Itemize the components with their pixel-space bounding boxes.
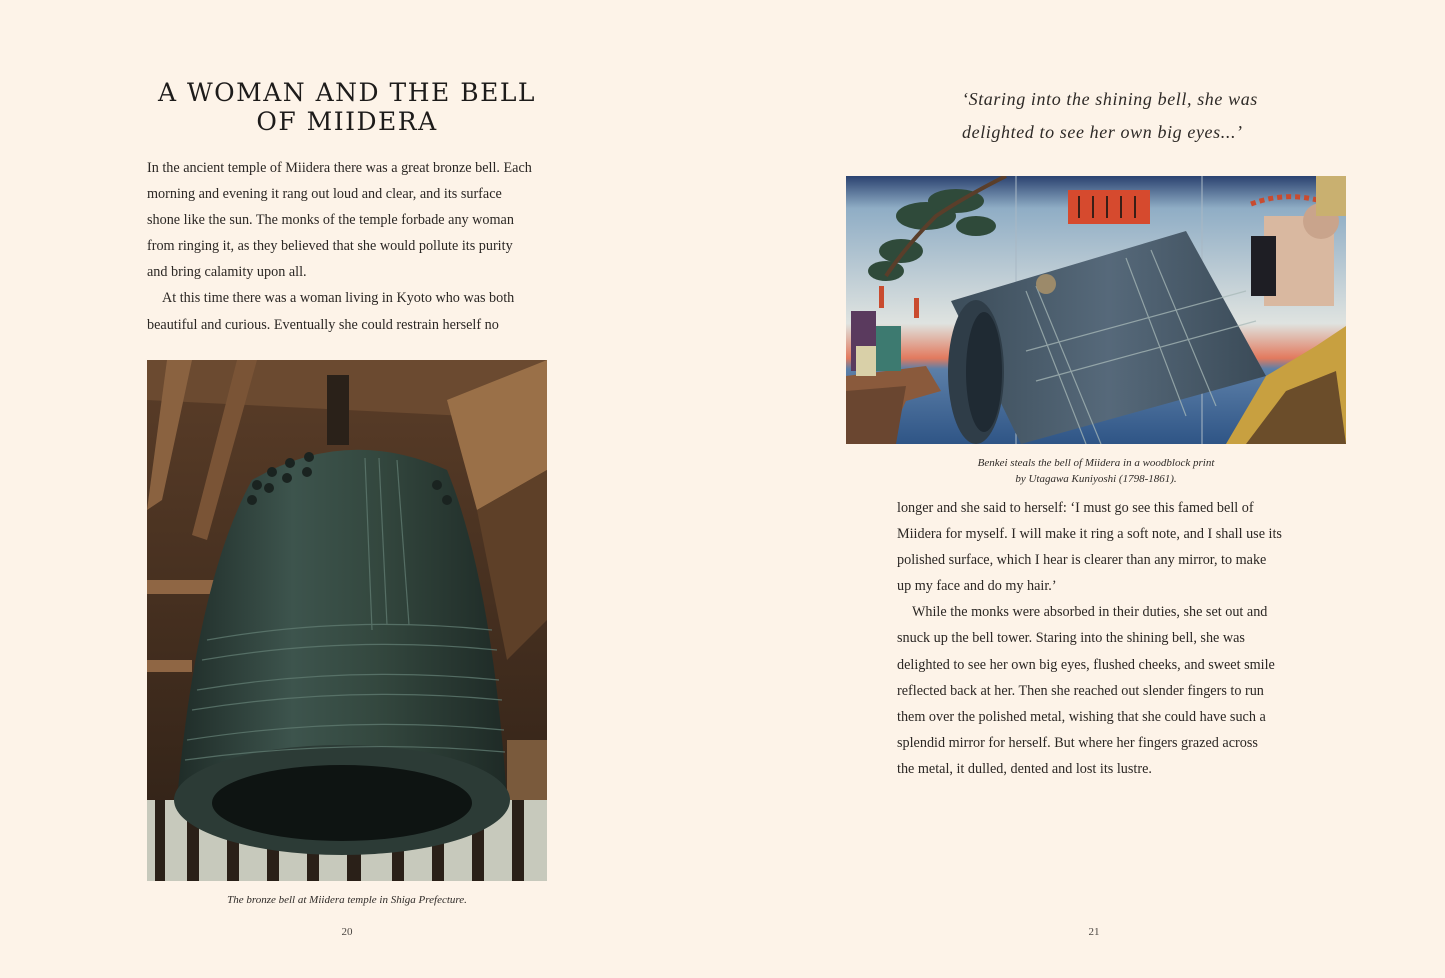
text-line: At this time there was a woman living in Kyoto who was both [162,290,515,307]
paragraph [897,599,1307,782]
text-line: morning and evening it rang out loud and clear, and its surface [147,186,502,203]
right-body-text [897,495,1307,782]
text-line: from ringing it, as they believed that she would pollute its purity [147,238,513,255]
text-line: and bring calamity upon all. [147,264,307,281]
text-line: In the ancient temple of Miidera there was a great bronze bell. Each [147,160,532,176]
woodblock-print-image [846,176,1346,444]
woodblock-caption-line-2: by Utagawa Kuniyoshi (1798-1861). [1015,473,1177,485]
left-body-text [147,155,557,338]
text-line: delighted to see her own big eyes, flushed cheeks, and sweet smile [897,656,1275,673]
bronze-bell-photo [147,360,547,881]
right-page [722,0,1445,978]
text-line: polished surface, which I hear is clearer than any mirror, to make [897,552,1267,569]
text-line: the metal, it dulled, dented and lost its lustre. [897,760,1152,777]
pull-quote [962,83,1302,149]
text-line: While the monks were absorbed in their duties, she set out and [912,604,1268,621]
pull-quote-line-2: delighted to see her own big eyes...’ [962,122,1243,142]
page-number-left: 20 [341,926,353,938]
paragraph [147,285,557,337]
paragraph [897,495,1307,599]
text-line: up my face and do my hair.’ [897,578,1057,595]
paragraph [147,155,557,285]
text-line: shone like the sun. The monks of the temple forbade any woman [147,212,514,229]
woodblock-caption-line-1: Benkei steals the bell of Miidera in a woodblock print [977,457,1215,469]
woodblock-print-illustration [846,176,1346,444]
chapter-title-line-1: A WOMAN AND THE BELL [157,78,537,107]
page-number-right: 21 [1088,926,1100,938]
pull-quote-line-1: ‘Staring into the shining bell, she was [962,89,1258,109]
text-line: snuck up the bell tower. Staring into the shining bell, she was [897,630,1245,647]
text-line: splendid mirror for herself. But where her fingers grazed across [897,734,1258,751]
left-page [0,0,722,978]
text-line: Miidera for myself. I will make it ring a soft note, and I shall use its [897,526,1282,543]
chapter-title-line-2: OF MIIDERA [256,107,438,136]
text-line: them over the polished metal, wishing that she could have such a [897,708,1266,725]
bell-photo-caption: The bronze bell at Miidera temple in Shiga Prefecture. [227,894,467,906]
bell-photo-illustration [147,360,547,881]
text-line: reflected back at her. Then she reached out slender fingers to run [897,682,1264,699]
woodblock-caption [846,455,1346,487]
chapter-title [147,78,547,136]
text-line: beautiful and curious. Eventually she could restrain herself no [147,316,499,333]
text-line: longer and she said to herself: ‘I must go see this famed bell of [897,500,1254,516]
